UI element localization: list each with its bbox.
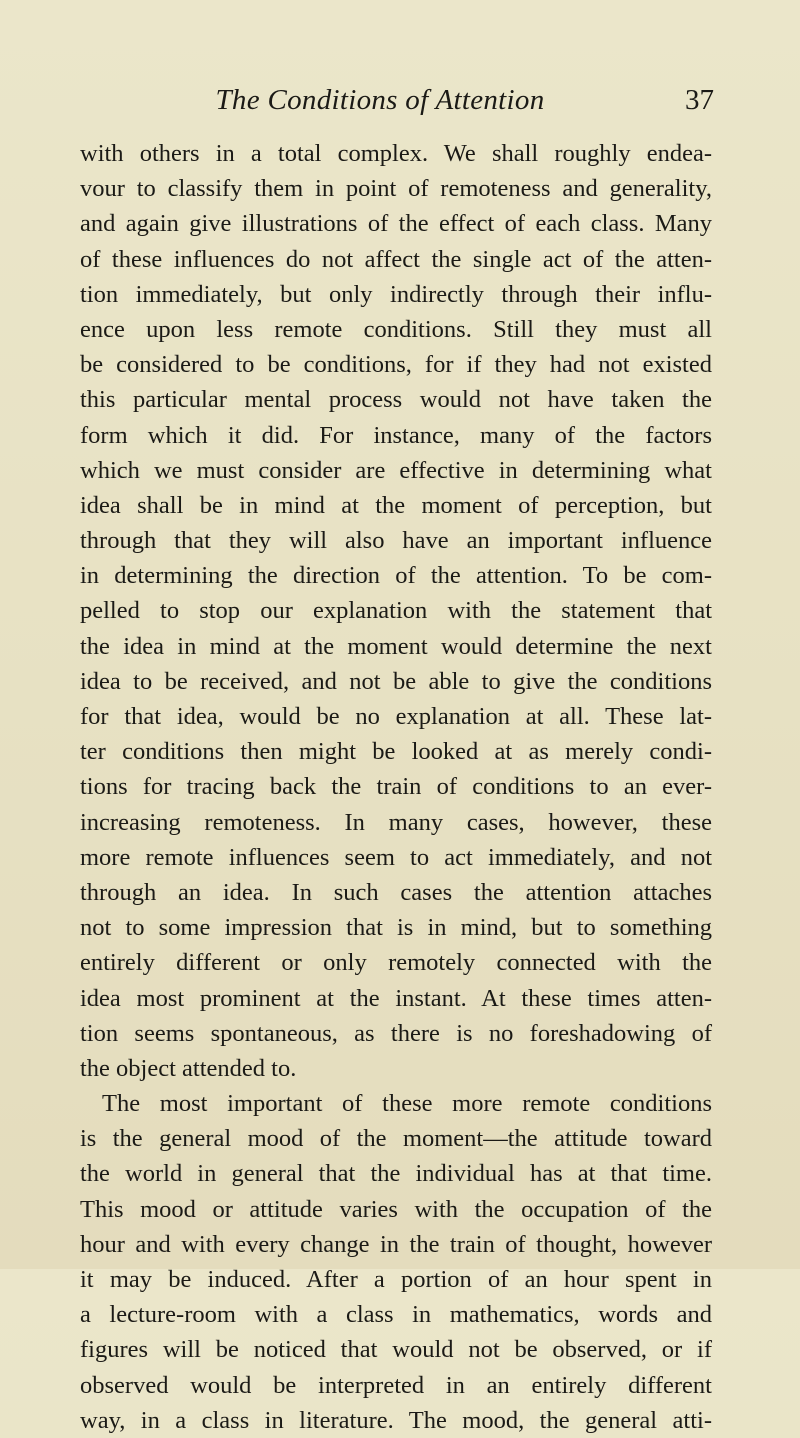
text-line: of these influences do not affect the single act of the atten- — [80, 245, 712, 273]
text-line: through that they will also have an important influence — [80, 527, 712, 555]
running-title: The Conditions of Attention — [215, 84, 545, 116]
text-line: hour and with every change in the train of thought, however — [80, 1230, 712, 1258]
body-text — [80, 136, 712, 1438]
text-line: this particular mental process would not have taken the — [80, 386, 712, 414]
text-line: entirely different or only remotely connected with the — [80, 949, 712, 977]
text-line: more remote influences seem to act immediately, and not — [80, 843, 712, 871]
text-line: vour to classify them in point of remoteness and generality, — [80, 175, 712, 203]
text-line: the world in general that the individual has at that time. — [80, 1160, 712, 1188]
text-line: in determining the direction of the attention. To be com- — [80, 562, 712, 590]
text-line: idea to be received, and not be able to give the conditions — [80, 667, 712, 695]
text-line: tions for tracing back the train of conditions to an ever- — [80, 773, 712, 801]
text-line: for that idea, would be no explanation at all. These lat- — [80, 703, 712, 730]
text-line: the object attended to. — [80, 1054, 297, 1082]
text-line: idea shall be in mind at the moment of perception, but — [80, 491, 712, 519]
text-line: increasing remoteness. In many cases, however, these — [80, 808, 712, 836]
text-line: ter conditions then might be looked at as merely condi- — [80, 738, 712, 766]
text-line: the idea in mind at the moment would determine the next — [80, 632, 712, 660]
text-line: form which it did. For instance, many of the factors — [80, 421, 712, 449]
text-line: observed would be interpreted in an entirely different — [80, 1371, 712, 1399]
text-line: a lecture-room with a class in mathematics, words and — [80, 1301, 712, 1329]
text-line: This mood or attitude varies with the occupation of the — [80, 1195, 712, 1223]
text-line: and again give illustrations of the effect of each class. Many — [80, 210, 712, 238]
text-line: tion immediately, but only indirectly through their influ- — [80, 280, 712, 308]
text-line: way, in a class in literature. The mood, the general atti- — [80, 1406, 712, 1434]
text-line: not to some impression that is in mind, but to something — [80, 914, 712, 942]
text-line: with others in a total complex. We shall roughly endea- — [80, 140, 712, 167]
text-line: through an idea. In such cases the attention attaches — [80, 878, 712, 906]
text-line: it may be induced. After a portion of an hour spent in — [80, 1266, 712, 1293]
text-line: pelled to stop our explanation with the statement that — [80, 597, 712, 625]
text-line: which we must consider are effective in determining what — [80, 456, 712, 484]
text-line: tion seems spontaneous, as there is no foreshadowing of — [80, 1019, 712, 1047]
text-line: is the general mood of the moment—the attitude toward — [80, 1125, 712, 1153]
text-line: The most important of these more remote conditions — [102, 1090, 712, 1118]
text-line: idea most prominent at the instant. At these times atten- — [80, 984, 712, 1012]
page-number: 37 — [685, 84, 714, 116]
running-head — [80, 84, 720, 124]
text-line: be considered to be conditions, for if they had not existed — [80, 351, 712, 379]
text-line: ence upon less remote conditions. Still they must all — [80, 315, 712, 343]
text-line: figures will be noticed that would not be observed, or if — [80, 1336, 712, 1364]
